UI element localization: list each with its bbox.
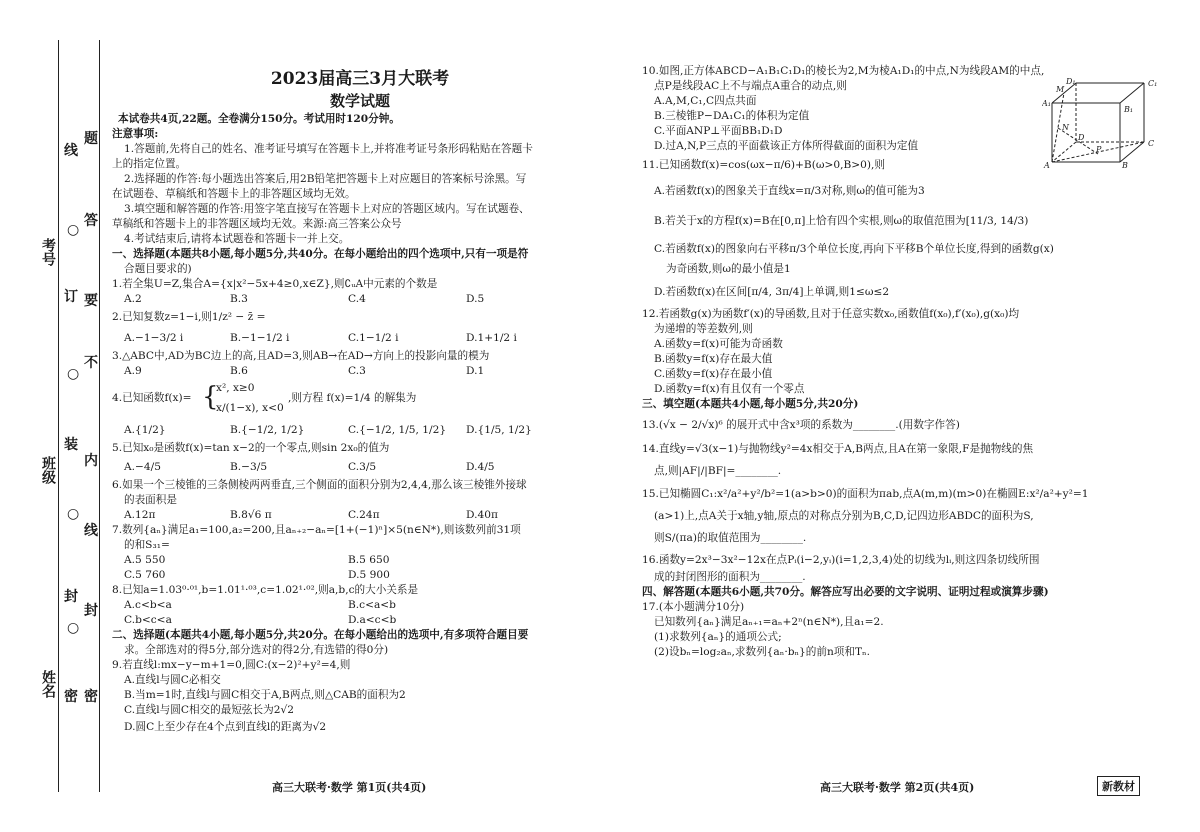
seal-char: 题 [84, 131, 98, 147]
seal-char: 要 [84, 293, 98, 309]
binding-line-inner [99, 40, 100, 792]
option: C.1−1/2 i [348, 332, 399, 344]
option-cont: 为奇函数,则ω的最小值是1 [666, 263, 791, 275]
option: C.3 [348, 365, 366, 377]
circle-mark: ○ [67, 222, 80, 238]
question-16-cont: 成的封闭图形的面积为________. [654, 571, 806, 583]
seal-char: 答 [84, 213, 98, 229]
notice-line: 2.选择题的作答:每小题选出答案后,用2B铅笔把答题卡上对应题目的答案标号涂黑。写 [124, 173, 527, 185]
notice-heading: 注意事项: [112, 128, 159, 140]
option: A.9 [124, 365, 142, 377]
cube-label: D [1078, 133, 1085, 142]
cube-label: A [1044, 161, 1050, 170]
name-label: 姓名 [40, 670, 56, 698]
question-1-options [112, 292, 608, 307]
question-16: 16.函数y=2x³−3x²−12x在点Pᵢ(i−2,yᵢ)(i=1,2,3,4)处的切线为lᵢ,则这四条切线所围 [642, 554, 1040, 566]
exam-title: 2023届高三3月大联考 [270, 69, 450, 89]
option: D.a<c<b [348, 614, 397, 626]
option: D.1+1/2 i [466, 332, 517, 344]
seal-char: 密 [64, 689, 78, 705]
option: B.−3/5 [230, 461, 268, 473]
option: C.4 [348, 293, 366, 305]
section-2-heading: 二、选择题(本题共4小题,每小题5分,共20分。在每小题给出的选项中,有多项符合题目要 [112, 629, 529, 641]
notice-line: 4.考试结束后,请将本试题卷和答题卡一并上交。 [124, 233, 350, 245]
option: C.b<c<a [124, 614, 172, 626]
option: B.当m=1时,直线l与圆C相交于A,B两点,则△CAB的面积为2 [124, 689, 406, 701]
option: D.5 900 [348, 569, 390, 581]
question-7-cont: 的和S₃₁= [124, 539, 170, 551]
question-12: 12.若函数g(x)为函数f′(x)的导函数,且对于任意实数x₀,函数值f(x₀),f′(x₀),g(x₀)均 [642, 308, 1020, 320]
binding-strip [0, 0, 110, 832]
option: A.12π [124, 509, 156, 521]
question-3-options [112, 364, 608, 379]
exam-meta: 本试卷共4页,22题。全卷满分150分。考试用时120分钟。 [118, 113, 400, 125]
question-4-options [112, 419, 608, 441]
option: C.函数y=f(x)存在最小值 [654, 368, 773, 380]
option: D.若函数f(x)在区间[π/4, 3π/4]上单调,则1≤ω≤2 [654, 286, 890, 298]
option: B.函数y=f(x)存在最大值 [654, 353, 773, 365]
option: B.{−1/2, 1/2} [230, 424, 305, 436]
option: A.直线l与圆C必相交 [124, 674, 221, 686]
question-9: 9.若直线l:mx−y−m+1=0,圆C:(x−2)²+y²=4,则 [112, 659, 351, 671]
class-label: 班级 [40, 456, 56, 484]
cube-label: B₁ [1124, 105, 1134, 114]
question-12-cont: 为递增的等差数列,则 [654, 323, 753, 335]
question-17-part-1: (1)求数列{aₙ}的通项公式; [654, 631, 782, 643]
option: C.24π [348, 509, 380, 521]
circle-mark: ○ [67, 366, 80, 382]
question-4-tail: ,则方程 f(x)=1/4 的解集为 [288, 392, 417, 404]
seal-char: 订 [64, 289, 78, 305]
question-8-options-row-1 [112, 598, 608, 613]
option: A.函数y=f(x)可能为奇函数 [654, 338, 783, 350]
question-6-options [112, 508, 608, 523]
right-footer: 高三大联考·数学 第2页(共4页) [820, 781, 975, 794]
option: A.{1/2} [124, 424, 166, 436]
question-14: 14.直线y=√3(x−1)与抛物线y²=4x相交于A,B两点,且A在第一象限,F是抛物线的焦 [642, 443, 1034, 455]
option: A.2 [124, 293, 142, 305]
option: D.{1/5, 1/2} [466, 424, 532, 436]
option: B.6 [230, 365, 248, 377]
option: A.−1−3/2 i [124, 332, 184, 344]
question-5-options [112, 456, 608, 478]
question-13: 13.(√x − 2/√x)⁶ 的展开式中含x³项的系数为________.(用数字作答) [642, 419, 960, 431]
cube-label: C₁ [1148, 79, 1158, 88]
option: D.40π [466, 509, 498, 521]
cube-label: M [1056, 85, 1065, 94]
option: D.圆C上至少存在4个点到直线l的距离为√2 [124, 721, 327, 733]
option: D.5 [466, 293, 485, 305]
option: A.A,M,C₁,C四点共面 [654, 95, 757, 107]
notice-line: 上的指定位置。 [112, 158, 187, 170]
option: B.−1−1/2 i [230, 332, 290, 344]
seal-char: 封 [84, 603, 98, 619]
question-6-cont: 的表面积是 [124, 494, 177, 506]
option: C.若函数f(x)的图象向右平移π/3个单位长度,再向下平移B个单位长度,得到的函数g(x) [654, 243, 1054, 255]
section-1-heading: 一、选择题(本题共8小题,每小题5分,共40分。在每小题给出的四个选项中,只有一项是符 [112, 248, 529, 260]
seal-char: 封 [64, 589, 78, 605]
seal-char: 线 [84, 523, 98, 539]
seal-char: 不 [84, 355, 98, 371]
binding-line-outer [58, 40, 59, 792]
option: A.−4/5 [124, 461, 161, 473]
question-17-part-2: (2)设bₙ=log₂aₙ,求数列{aₙ·bₙ}的前n项和Tₙ. [654, 646, 871, 658]
cube-edge [1120, 83, 1144, 103]
seal-char: 密 [84, 689, 98, 705]
notice-line: 在试题卷、草稿纸和答题卡上的非答题区域均无效。 [112, 188, 356, 200]
question-15-cont: 则S/(πa)的取值范围为________. [654, 532, 807, 544]
option: D.1 [466, 365, 485, 377]
question-2: 2.已知复数z=1−i,则1/z² − z̄ = [112, 311, 266, 323]
seal-char: 内 [84, 453, 98, 469]
section-1-heading-cont: 合题目要求的) [124, 263, 192, 275]
question-10: 10.如图,正方体ABCD−A₁B₁C₁D₁的棱长为2,M为棱A₁D₁的中点,N为线段AM的中点, [642, 65, 1045, 77]
question-11: 11.已知函数f(x)=cos(ωx−π/6)+B(ω>0,B>0),则 [642, 159, 885, 171]
option: A.c<b<a [124, 599, 172, 611]
exam-subtitle: 数学试题 [329, 92, 390, 110]
question-15: 15.已知椭圆C₁:x²/a²+y²/b²=1(a>b>0)的面积为πab,点A(m,m)(m>0)在椭圆E:x²/a²+y²=1 [642, 488, 1089, 500]
question-8-options-row-2 [112, 613, 608, 628]
left-page [112, 0, 608, 736]
question-4-case-2: x/(1−x), x<0 [216, 402, 284, 414]
option: B.c<a<b [348, 599, 396, 611]
option: D.函数y=f(x)有且仅有一个零点 [654, 383, 805, 395]
option: A.5 550 [124, 554, 166, 566]
option: B.8√6 π [230, 509, 272, 521]
cube-label: C [1148, 139, 1155, 148]
question-10-cont: 点P是线段AC上不与端点A重合的动点,则 [654, 80, 847, 92]
seal-char: 线 [64, 143, 78, 159]
notice-line: 3.填空题和解答题的作答:用签字笔直接写在答题卡上对应的答题区域内。写在试题卷、 [124, 203, 530, 215]
notice-line: 草稿纸和答题卡上的非答题区域均无效。来源:高三答案公众号 [112, 218, 402, 230]
cube-label: B [1122, 161, 1128, 170]
cube-label: A₁ [1042, 99, 1051, 108]
option: A.若函数f(x)的图象关于直线x=π/3对称,则ω的值可能为3 [654, 185, 925, 197]
question-6: 6.如果一个三棱锥的三条侧棱两两垂直,三个侧面的面积分别为2,4,4,那么该三棱锥外接球 [112, 479, 527, 491]
question-14-cont: 点,则|AF|/|BF|=________. [654, 465, 782, 477]
question-7: 7.数列{aₙ}满足a₁=100,a₂=200,且aₙ₊₂−aₙ=[1+(−1)ⁿ]×5(n∈N*),则该数列前31项 [112, 524, 521, 536]
question-7-options-row-1 [112, 553, 608, 568]
option: B.若关于x的方程f(x)=B在[0,π]上恰有四个实根,则ω的取值范围为[11/3, 14/3) [654, 215, 1029, 227]
circle-mark: ○ [67, 506, 80, 522]
section-2-heading-cont: 求。全部选对的得5分,部分选对的得2分,有选错的得0分) [124, 644, 389, 656]
new-textbook-badge: 新教材 [1097, 776, 1140, 796]
option: C.{−1/2, 1/5, 1/2} [348, 424, 447, 436]
exam-number-label: 考号 [40, 238, 56, 266]
cube-label: N [1062, 123, 1069, 132]
question-2-options [112, 327, 608, 349]
question-17-stem: 已知数列{aₙ}满足aₙ₊₁=aₙ+2ⁿ(n∈N*),且a₁=2. [654, 616, 884, 628]
question-17: 17.(本小题满分10分) [642, 601, 745, 613]
brace: { [202, 382, 219, 412]
option: D.过A,N,P三点的平面截该正方体所得截面的面积为定值 [654, 140, 919, 152]
seal-char: 装 [64, 437, 78, 453]
option: C.3/5 [348, 461, 377, 473]
circle-mark: ○ [67, 620, 80, 636]
option: C.平面ANP⊥平面BB₁D₁D [654, 125, 783, 137]
question-5: 5.已知x₀是函数f(x)=tan x−2的一个零点,则sin 2x₀的值为 [112, 442, 390, 454]
question-15-cont: (a>1)上,点A关于x轴,y轴,原点的对称点分别为B,C,D,记四边形ABDC的面积为S, [654, 510, 1034, 522]
question-4-case-1: x², x≥0 [216, 382, 255, 394]
notice-line: 1.答题前,先将自己的姓名、准考证号填写在答题卡上,并将准考证号条形码粘贴在答题卡 [124, 143, 533, 155]
question-7-options-row-2 [112, 568, 608, 583]
option: B.三棱锥P−DA₁C₁的体积为定值 [654, 110, 810, 122]
section-3-heading: 三、填空题(本题共4小题,每小题5分,共20分) [642, 398, 859, 410]
option: D.4/5 [466, 461, 495, 473]
cube-label: D₁ [1066, 78, 1076, 86]
question-4 [112, 379, 608, 419]
option: C.直线l与圆C相交的最短弦长为2√2 [124, 704, 294, 716]
question-3: 3.△ABC中,AD为BC边上的高,且AD=3,则AB→在AD→方向上的投影向量的模为 [112, 350, 490, 362]
question-1: 1.若全集U=Z,集合A={x|x²−5x+4≥0,x∈Z},则∁ᵤA中元素的个数是 [112, 278, 438, 290]
option: B.3 [230, 293, 248, 305]
left-footer: 高三大联考·数学 第1页(共4页) [272, 781, 427, 794]
question-4-stem: 4.已知函数f(x)= [112, 392, 192, 404]
cube-label: P [1096, 145, 1102, 154]
cube-figure [1042, 78, 1170, 170]
question-8: 8.已知a=1.03⁰·⁰¹,b=1.01¹·⁰³,c=1.02¹·⁰²,则a,b,c的大小关系是 [112, 584, 419, 596]
option: C.5 760 [124, 569, 166, 581]
option: B.5 650 [348, 554, 390, 566]
section-4-heading: 四、解答题(本题共6小题,共70分。解答应写出必要的文字说明、证明过程或演算步骤) [642, 586, 1049, 598]
